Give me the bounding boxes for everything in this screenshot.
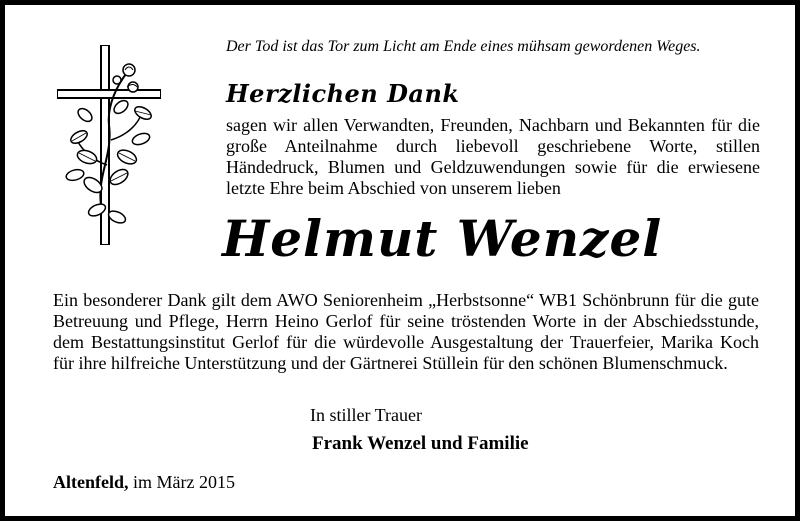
acknowledgement-paragraph [53, 290, 759, 374]
deceased-name: Helmut Wenzel [222, 209, 663, 268]
cross-with-rose-icon [57, 45, 161, 245]
place-date [53, 472, 235, 493]
date: im März 2015 [133, 472, 235, 492]
intro-paragraph [226, 115, 760, 199]
thanks-heading: Herzlichen Dank [226, 79, 460, 108]
mourning-label: In stiller Trauer [310, 405, 422, 425]
place: Altenfeld, [53, 472, 129, 492]
motto-line: Der Tod ist das Tor zum Licht am Ende eines mühsam gewordenen Weges. [226, 38, 701, 55]
signature: Frank Wenzel und Familie [312, 433, 529, 454]
acknowledgement-text: Ein besonderer Dank gilt dem AWO Seniorenheim „Herbstsonne“ WB1 Schönbrunn für die gute Betreuung und Pflege, Herrn Heino Gerlof für seine tröstenden Worte in der Abschiedsstunde, dem Bestattungsinstitut Gerlof für die würdevolle Ausgestaltung der Trauerfeier, Marika Koch für ihre hilfreiche Unterstützung und der Gärtnerei Stüllein für den schönen Blumenschmuck. [53, 290, 759, 373]
intro-text: sagen wir allen Verwandten, Freunden, Nachbarn und Bekannten für die große Anteilnahme durch liebevoll geschriebene Worte, stillen Händedruck, Blumen und Geldzuwendungen sowie für die erwiesene letzte Ehre beim Abschied von unserem lieben [226, 115, 760, 198]
